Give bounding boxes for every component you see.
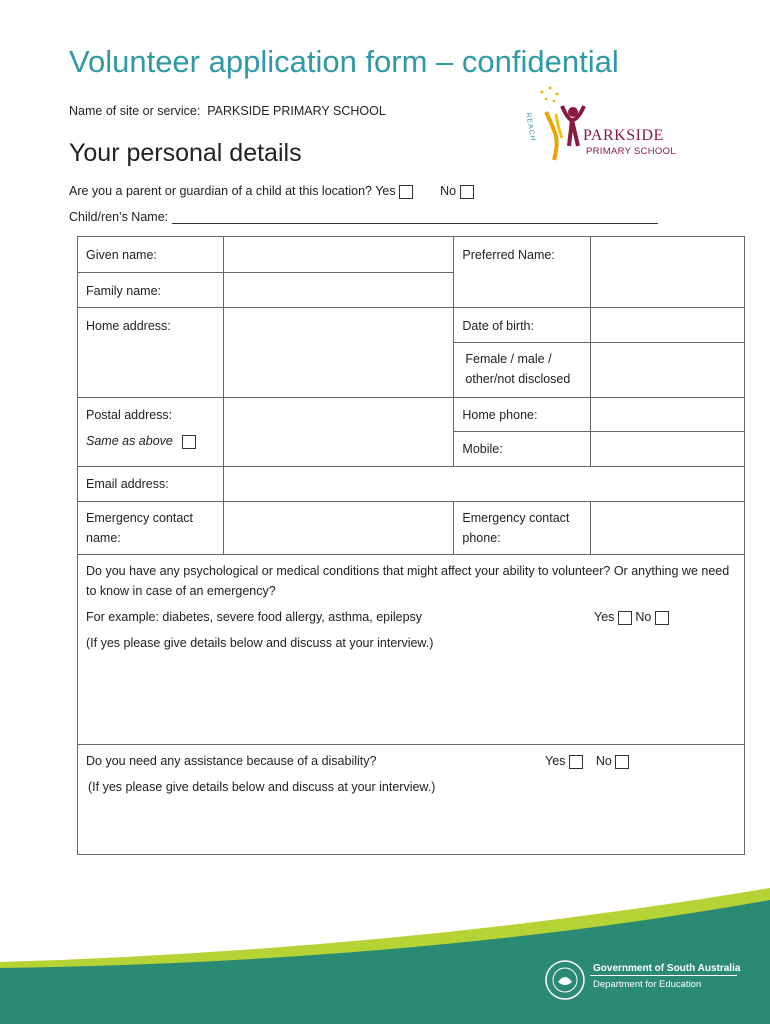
site-line [69,104,386,118]
home-phone-label: Home phone: [454,398,591,432]
dob-field[interactable] [591,308,745,343]
disability-row [86,751,736,771]
disability-yes-label: Yes [545,754,566,768]
medical-section [78,555,745,745]
emergency-name-field[interactable] [223,502,454,555]
footer-swoosh [0,870,770,1024]
preferred-name-field[interactable] [591,237,745,308]
parent-no-label: No [440,184,457,198]
home-address-field[interactable] [223,308,454,398]
disability-yes-no [545,751,629,771]
same-as-above-label: Same as above [86,434,173,448]
given-name-label: Given name: [78,237,224,273]
parent-question-label: Are you a parent or guardian of a child at this location? [69,184,372,198]
gender-field[interactable] [591,343,745,398]
medical-yes-checkbox[interactable] [618,611,632,625]
disability-note: (If yes please give details below and discuss at your interview.) [88,780,436,794]
personal-details-table [77,236,745,855]
emergency-phone-label: Emergency contact phone: [454,502,591,555]
site-value: PARKSIDE PRIMARY SCHOOL [207,104,386,118]
family-name-field[interactable] [223,273,454,308]
section-title: Your personal details [69,139,302,167]
medical-yes-label: Yes [594,610,615,624]
logo-subname: PRIMARY SCHOOL [586,146,676,157]
medical-example: For example: diabetes, severe food allergy, asthma, epilepsy [86,610,423,624]
medical-no-label: No [635,610,652,624]
medical-question: Do you have any psychological or medical conditions that might affect your ability to volunteer? Or anything we need to know in case of an emergency? [86,564,730,598]
disability-no-checkbox[interactable] [615,755,629,769]
family-name-label: Family name: [78,273,224,308]
mobile-label: Mobile: [454,432,591,467]
medical-yes-no [594,607,669,627]
given-name-field[interactable] [223,237,454,273]
postal-address-label: Postal address: [86,408,173,422]
parent-question [69,184,474,199]
government-crest-icon [543,958,587,1002]
government-name: Government of South Australia [593,963,741,974]
email-field[interactable] [223,467,744,502]
postal-address-field[interactable] [223,398,454,467]
parent-no-checkbox[interactable] [460,185,474,199]
site-label: Name of site or service: [69,104,201,118]
logo-reach-text: REACH [524,112,537,143]
postal-address-cell [78,398,224,467]
parent-yes-label: Yes [375,184,396,198]
form-title: Volunteer application form – confidential [69,44,619,79]
email-label: Email address: [78,467,224,502]
disability-question: Do you need any assistance because of a disability? [86,754,377,768]
medical-no-checkbox[interactable] [655,611,669,625]
footer-divider [590,975,737,976]
medical-example-row [86,607,736,627]
emergency-name-label: Emergency contact name: [78,502,224,555]
same-as-above-checkbox[interactable] [182,435,196,449]
home-address-label: Home address: [78,308,224,398]
mobile-field[interactable] [591,432,745,467]
dob-label: Date of birth: [454,308,591,343]
children-name-field[interactable] [172,211,658,224]
department-name: Department for Education [593,979,702,990]
disability-no-label: No [595,754,612,768]
disability-section [78,745,745,855]
emergency-phone-field[interactable] [591,502,745,555]
preferred-name-label: Preferred Name: [454,237,591,308]
medical-note: (If yes please give details below and discuss at your interview.) [86,636,434,650]
disability-yes-checkbox[interactable] [569,755,583,769]
home-phone-field[interactable] [591,398,745,432]
gender-label: Female / male / other/not disclosed [454,343,591,398]
parent-yes-checkbox[interactable] [399,185,413,199]
children-name-line [69,210,658,224]
logo-name: PARKSIDE [583,127,664,144]
children-name-label: Child/ren’s Name: [69,210,169,224]
